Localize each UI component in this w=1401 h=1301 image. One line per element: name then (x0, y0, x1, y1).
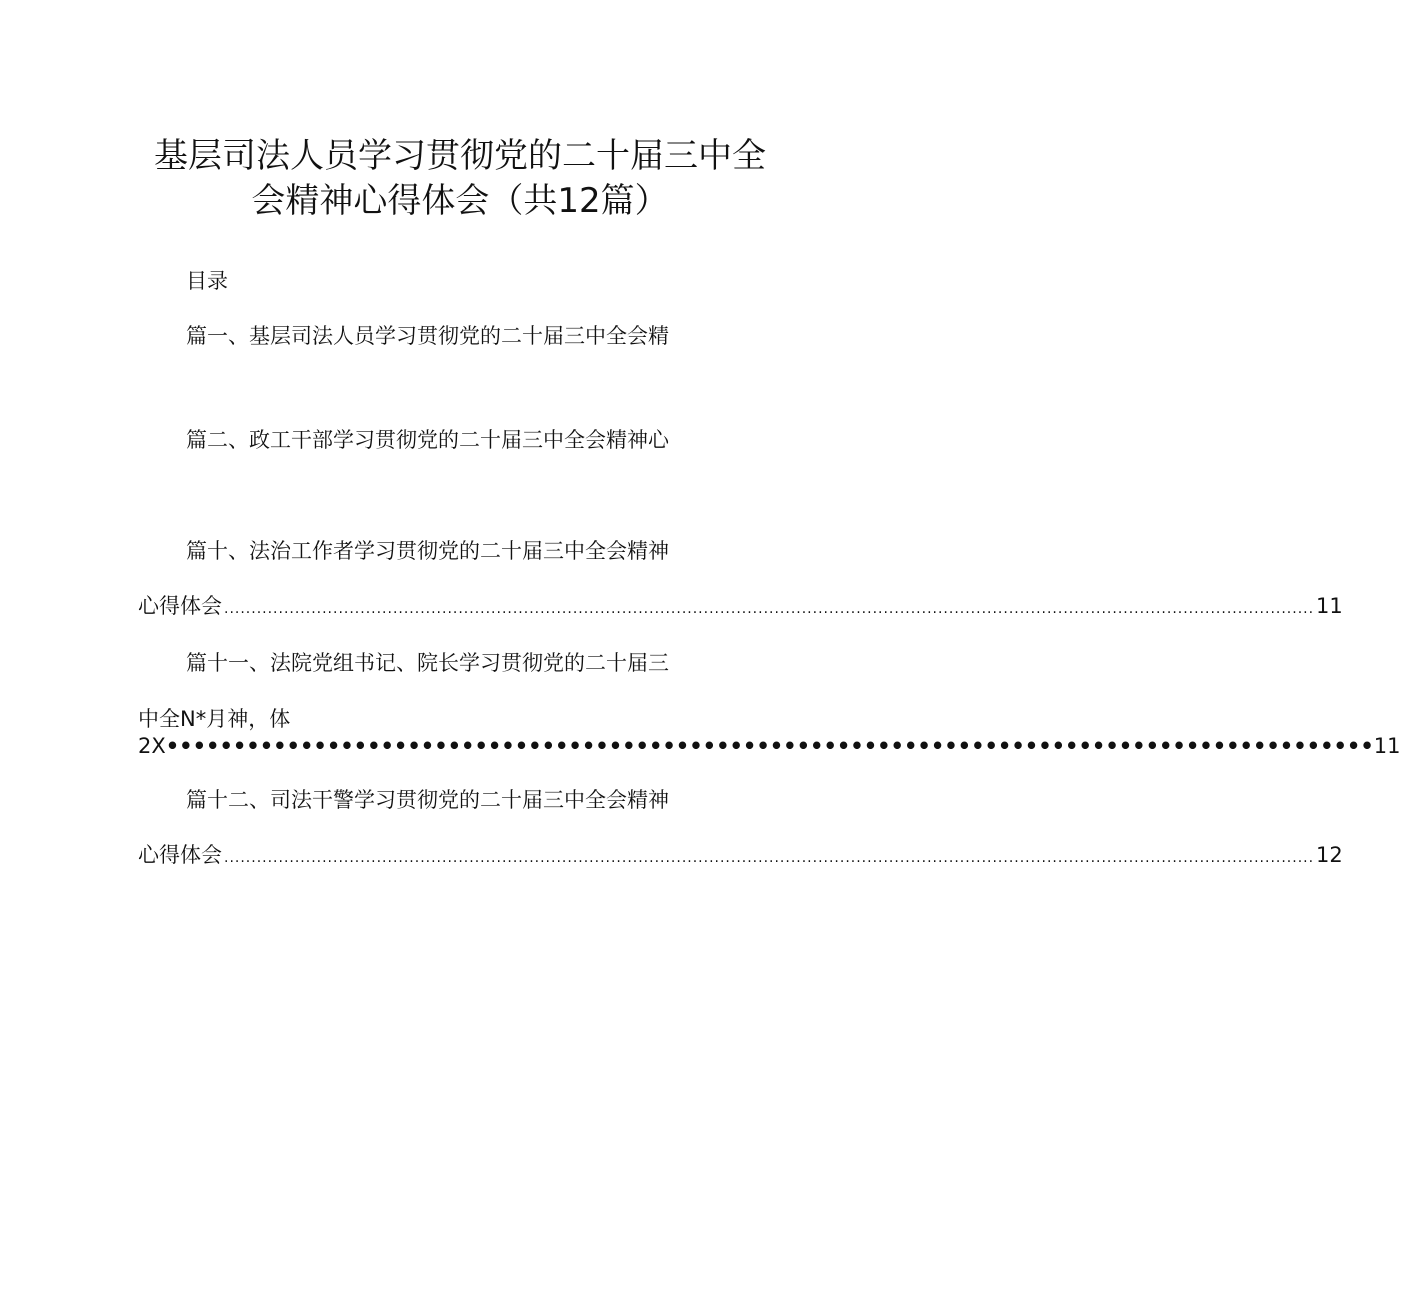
toc-entry-10-page: 11 (1316, 594, 1343, 618)
toc-entry-2[interactable]: 篇二、政工干部学习贯彻党的二十届三中全会精神心 (186, 428, 669, 452)
leader-dots: ........................................................................................................................................................................................................ (224, 601, 1315, 617)
toc-heading: 目录 (186, 269, 228, 293)
leader-dots: •••••••••••••••••••••••••••••••••••••••••••••••••••••••••••••••••••••••••••••••••••••••••• (165, 734, 1374, 758)
toc-entry-11-continuation: 中全N*月神，体 (138, 707, 291, 731)
toc-entry-11[interactable]: 篇十一、法院党组书记、院长学习贯彻党的二十届三 (186, 651, 669, 675)
toc-entry-10-leader[interactable] (138, 593, 1343, 622)
toc-entry-11-leader[interactable] (138, 733, 1401, 759)
toc-entry-12[interactable]: 篇十二、司法干警学习贯彻党的二十届三中全会精神 (186, 788, 669, 812)
document-title-line-2: 会精神心得体会（共12篇） (251, 181, 669, 221)
toc-entry-10[interactable]: 篇十、法治工作者学习贯彻党的二十届三中全会精神 (186, 539, 669, 563)
toc-entry-12-leader[interactable] (138, 842, 1343, 871)
toc-entry-12-continuation: 心得体会 (138, 843, 222, 867)
toc-entry-12-page: 12 (1316, 843, 1343, 867)
document-title-line-1: 基层司法人员学习贯彻党的二十届三中全 (154, 136, 766, 176)
toc-entry-10-continuation: 心得体会 (138, 594, 222, 618)
toc-entry-1[interactable]: 篇一、基层司法人员学习贯彻党的二十届三中全会精 (186, 324, 669, 348)
toc-entry-11-continuation-2: 2X (138, 734, 166, 758)
leader-dots: ........................................................................................................................................................................................................ (224, 850, 1315, 866)
toc-entry-11-page: 11 (1373, 734, 1401, 758)
